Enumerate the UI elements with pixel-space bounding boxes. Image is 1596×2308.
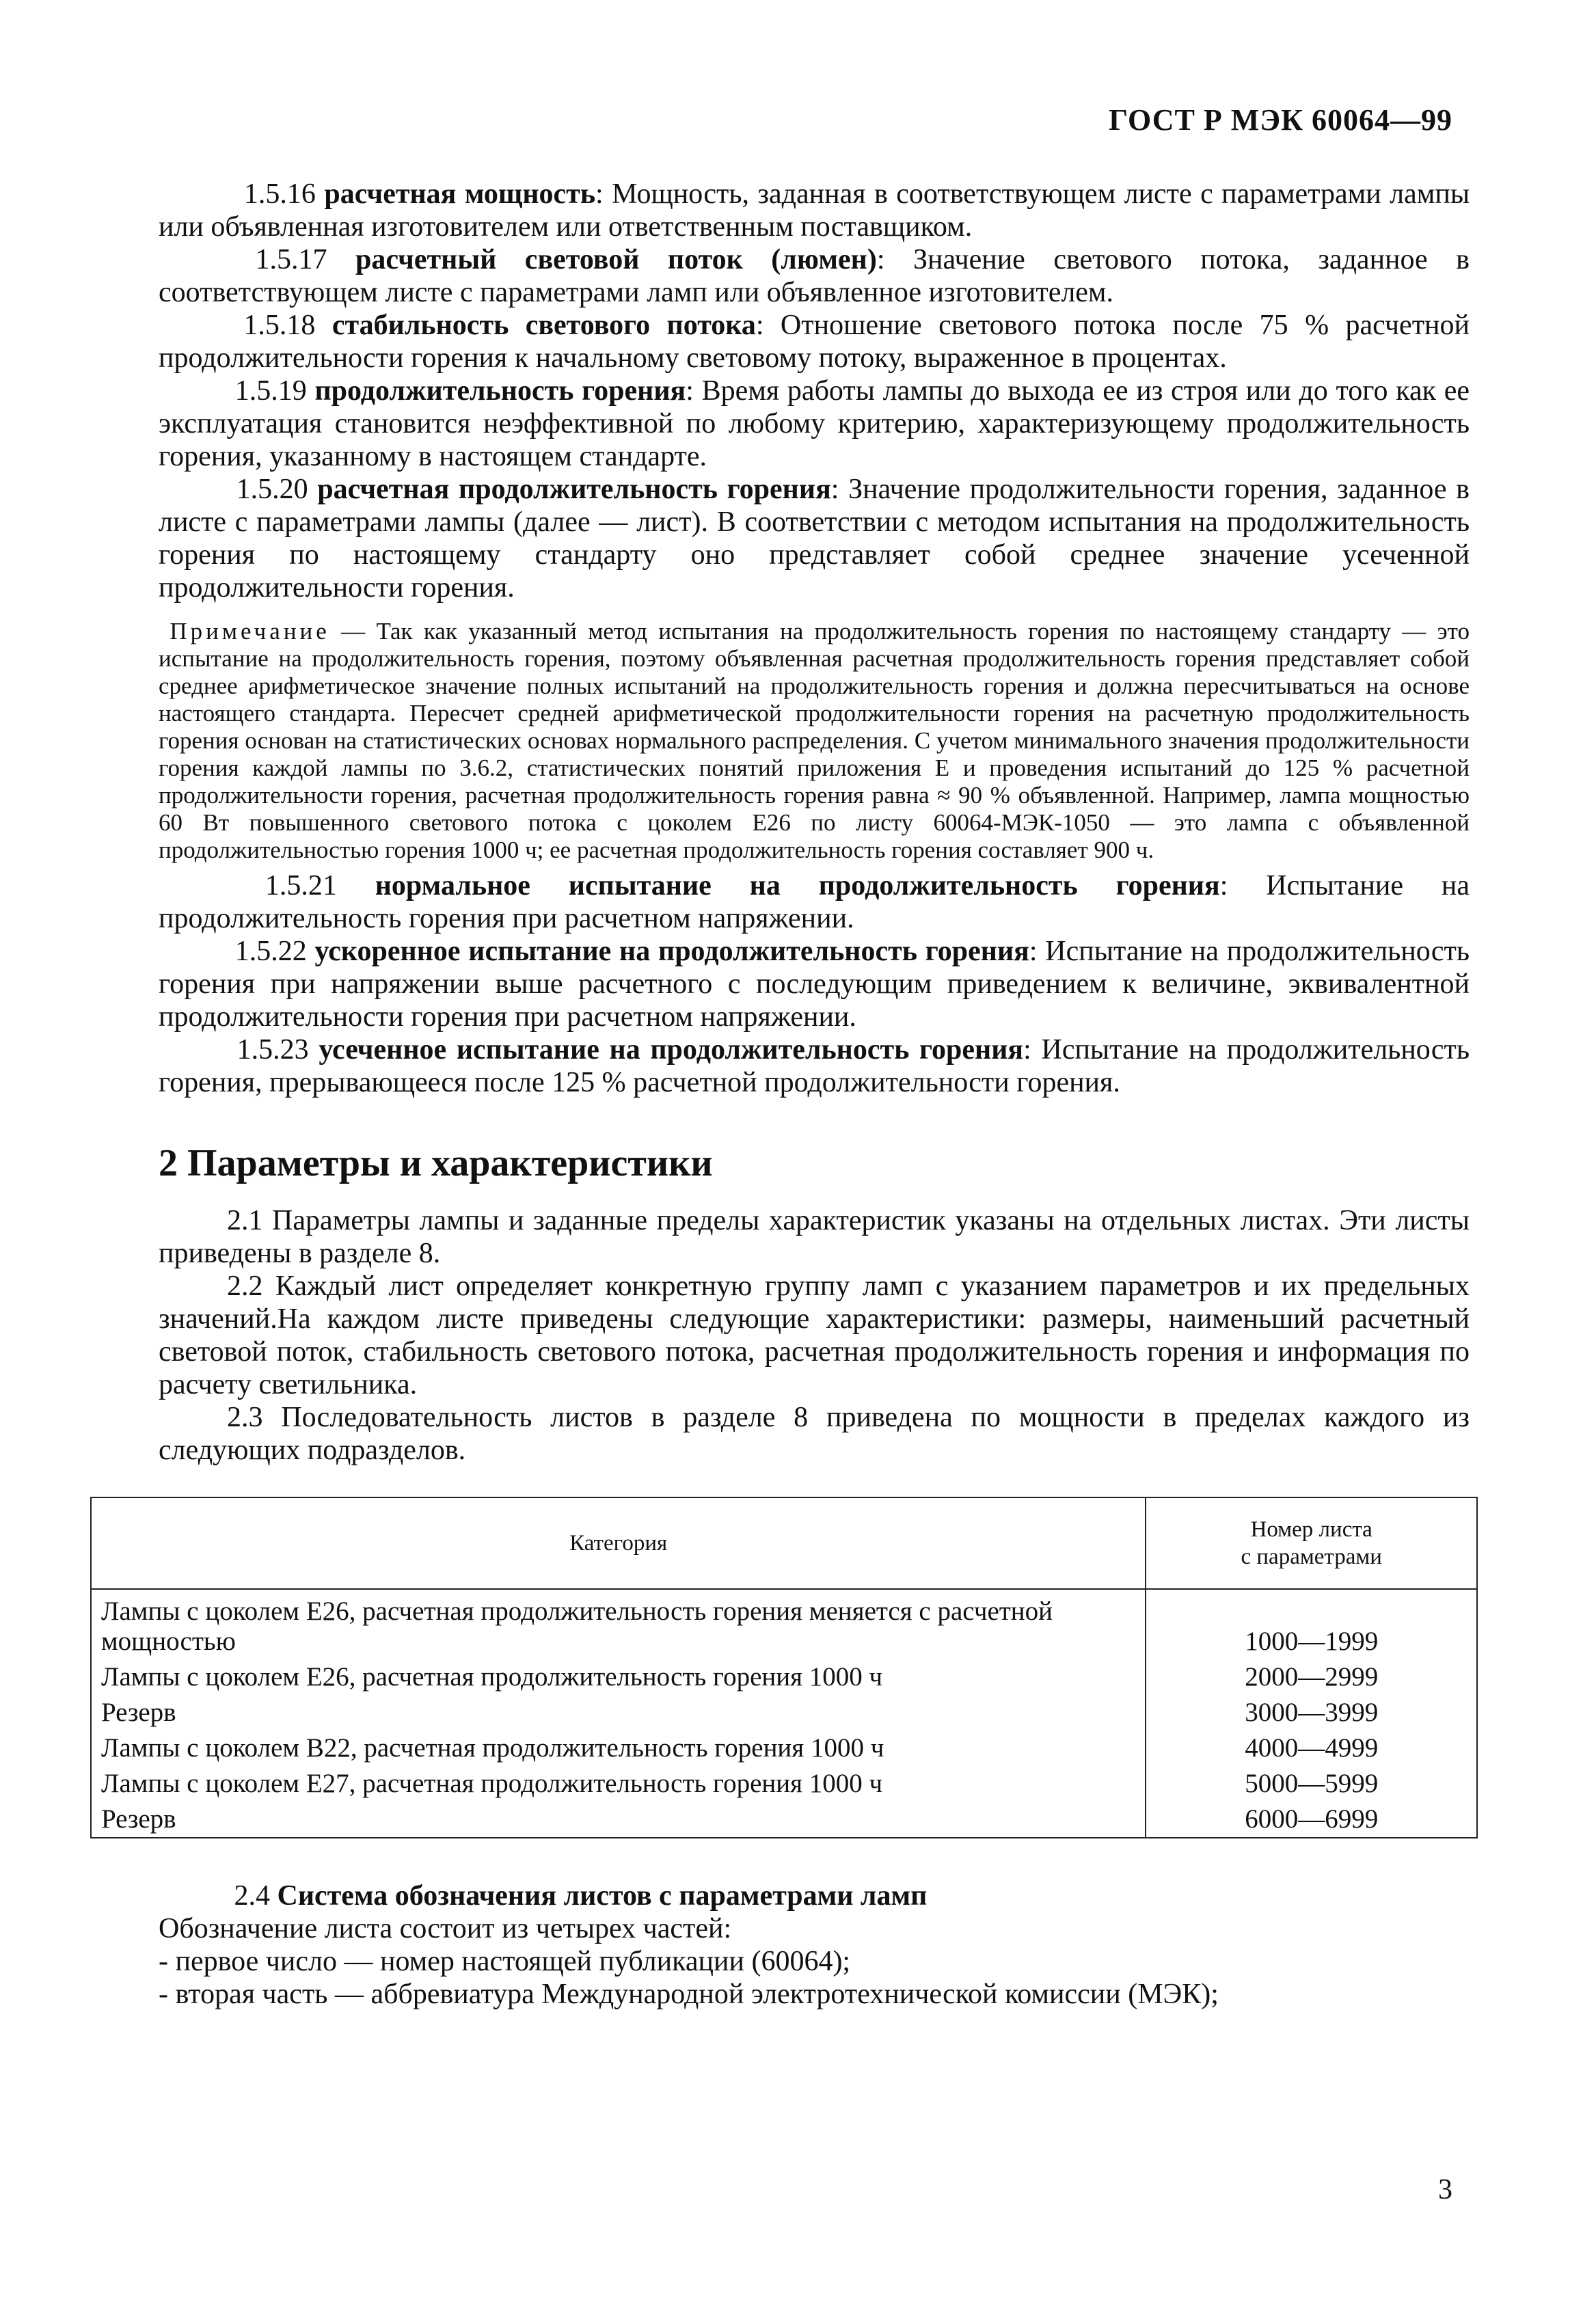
- list-item: - первое число — номер настоящей публикации (60064);: [159, 1946, 851, 1977]
- table-row: [91, 1802, 1477, 1838]
- note-text: — Так как указанный метод испытания на продолжительность горения по настоящему стандарту — это испытание на продолжительность горения, поэтому объявленная расчетная продолжительность горения представляет собой среднее арифметическое значение полных испытаний на продолжительность горения и должна пересчитываться на основе настоящего стандарта. Пересчет средней арифметической продолжительности горения на расчетную продолжительность горения основан на статистических основах нормального распределения. С учетом минимального значения продолжительности горения каждой лампы по 3.6.2, статистических понятий приложения Е и проведения испытаний до 125 % расчетной продолжительности горения, расчетная продолжительность горения равна ≈ 90 % объявленной. Например, лампа мощностью 60 Вт повышенного светового потока с цоколем Е26 по листу 60064-МЭК-1050 — это лампа с объявленной продолжительностью горения 1000 ч; ее расчетная продолжительность горения составляет 900 ч.: [159, 618, 1470, 863]
- list-item: - вторая часть — аббревиатура Международной электротехнической комиссии (МЭК);: [159, 1979, 1219, 2010]
- definition-number: 1.5.17: [255, 244, 327, 275]
- definition-number: 1.5.22: [234, 936, 307, 967]
- range-cell: 3000—3999: [1146, 1695, 1477, 1730]
- definition-text: : Мощность, заданная в соответствующем листе с параметрами лампы или объявленная изготовителем или ответственным поставщиком.: [159, 178, 1470, 243]
- definition-number: 1.5.20: [236, 474, 308, 505]
- category-cell: Резерв: [91, 1695, 1146, 1730]
- category-table: [90, 1497, 1478, 1838]
- category-cell: Лампы с цоколем В22, расчетная продолжительность горения 1000 ч: [91, 1730, 1146, 1766]
- definition-text: : Время работы лампы до выхода ее из строя или до того как ее эксплуатация становится неэффективной по любому критерию, характеризующему продолжительность горения, указанному в настоящем стандарте.: [159, 375, 1470, 472]
- definition-text: : Испытание на продолжительность горения, прерывающееся после 125 % расчетной продолжительности горения.: [159, 1034, 1470, 1098]
- definition-number: 1.5.18: [243, 310, 316, 341]
- table-row: [91, 1766, 1477, 1802]
- section-subtitle: Система обозначения листов с параметрами ламп: [277, 1880, 928, 1912]
- page-content: [101, 178, 1470, 2011]
- category-cell: Лампы с цоколем Е26, расчетная продолжительность горения меняется с расчетной мощностью: [91, 1589, 1146, 1659]
- standard-code: ГОСТ Р МЭК 60064—99: [1109, 103, 1452, 137]
- definition-term: усеченное испытание на продолжительность горения: [319, 1034, 1024, 1065]
- definition-term: расчетный световой поток (люмен): [355, 244, 877, 275]
- definition-number: 1.5.21: [265, 870, 337, 901]
- definition-number: 1.5.23: [236, 1034, 309, 1065]
- definition-term: ускоренное испытание на продолжительность горения: [314, 936, 1029, 967]
- definition-1-5-18: [159, 309, 1470, 375]
- definition-text: : Отношение светового потока после 75 % расчетной продолжительности горения к начальному световому потоку, выраженное в процентах.: [159, 310, 1470, 374]
- definition-term: расчетная мощность: [324, 178, 596, 210]
- definition-1-5-20: [159, 473, 1470, 604]
- definition-term: продолжительность горения: [314, 375, 686, 407]
- note-paragraph: [159, 618, 1470, 864]
- definition-1-5-17: [159, 243, 1470, 309]
- range-cell: 4000—4999: [1146, 1730, 1477, 1766]
- range-cell: 5000—5999: [1146, 1766, 1477, 1802]
- table-row: [91, 1730, 1477, 1766]
- definition-1-5-22: [159, 935, 1470, 1033]
- header-sheet-number-line2: с параметрами: [1241, 1545, 1382, 1569]
- range-cell: 1000—1999: [1146, 1589, 1477, 1659]
- definition-1-5-23: [159, 1033, 1470, 1099]
- definition-term: стабильность светового потока: [332, 310, 756, 341]
- definition-text: : Испытание на продолжительность горения при расчетном напряжении.: [159, 870, 1470, 934]
- header-sheet-number-line1: Номер листа: [1250, 1517, 1372, 1542]
- category-cell: Лампы с цоколем Е26, расчетная продолжительность горения 1000 ч: [91, 1659, 1146, 1695]
- definition-number: 1.5.16: [243, 178, 316, 210]
- definition-1-5-21: [159, 869, 1470, 935]
- page-number: 3: [1438, 2174, 1452, 2205]
- definition-number: 1.5.19: [234, 375, 307, 407]
- definition-text: : Значение продолжительности горения, заданное в листе с параметрами лампы (далее — лист). В соответствии с методом испытания на продолжительность горения по настоящему стандарту оно представляет собой среднее значение усеченной продолжительности горения.: [159, 474, 1470, 603]
- range-cell: 6000—6999: [1146, 1802, 1477, 1838]
- table-row: [91, 1695, 1477, 1730]
- paragraph-2-1: 2.1 Параметры лампы и заданные пределы характеристик указаны на отдельных листах. Эти листы приведены в разделе 8.: [159, 1205, 1470, 1269]
- paragraph-2-4-heading: [159, 1879, 1470, 1912]
- table-row: [91, 1589, 1477, 1659]
- definition-text: : Значение светового потока, заданное в соответствующем листе с параметрами ламп или объявленное изготовителем.: [159, 244, 1470, 308]
- category-cell: Лампы с цоколем Е27, расчетная продолжительность горения 1000 ч: [91, 1766, 1146, 1802]
- definition-text: : Испытание на продолжительность горения при напряжении выше расчетного с последующим приведением к величине, эквивалентной продолжительности горения при расчетном напряжении.: [159, 936, 1470, 1033]
- paragraph-2-2: 2.2 Каждый лист определяет конкретную группу ламп с указанием параметров и их предельных значений.На каждом листе приведены следующие характеристики: размеры, наименьший расчетный световой поток, стабильность светового потока, расчетная продолжительность горения и информация по расчету светильника.: [159, 1271, 1470, 1400]
- header-sheet-number: [1146, 1497, 1477, 1589]
- definition-1-5-19: [159, 375, 1470, 473]
- table-row: [91, 1659, 1477, 1695]
- header-category: Категория: [91, 1497, 1146, 1589]
- definition-term: нормальное испытание на продолжительность горения: [375, 870, 1220, 901]
- note-label: Примечание: [170, 618, 330, 644]
- range-cell: 2000—2999: [1146, 1659, 1477, 1695]
- paragraph-2-4-intro: Обозначение листа состоит из четырех частей:: [159, 1913, 732, 1944]
- table-header-row: [91, 1497, 1477, 1589]
- definition-term: расчетная продолжительность горения: [317, 474, 831, 505]
- definition-1-5-16: [159, 178, 1470, 243]
- paragraph-2-3: 2.3 Последовательность листов в разделе 8 приведена по мощности в пределах каждого из следующих подразделов.: [159, 1402, 1470, 1466]
- category-cell: Резерв: [91, 1802, 1146, 1838]
- section-number: 2.4: [234, 1880, 270, 1912]
- section-title: 2 Параметры и характеристики: [159, 1142, 713, 1184]
